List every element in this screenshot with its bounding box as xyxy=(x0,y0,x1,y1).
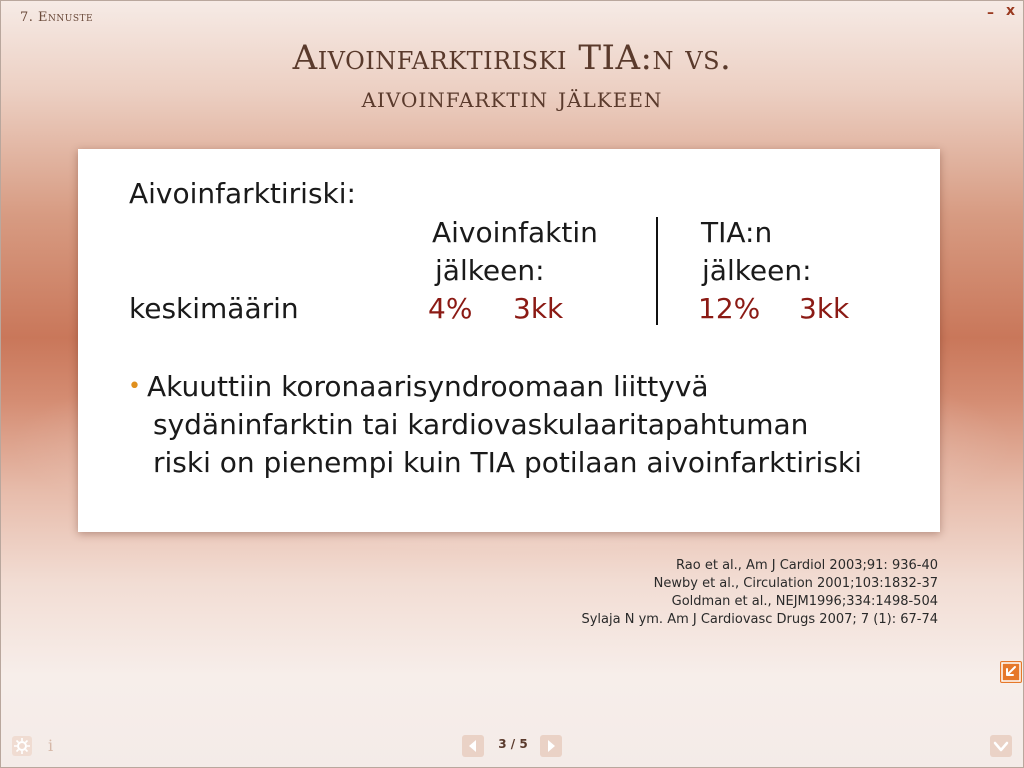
col2-header-line2: jälkeen: xyxy=(702,254,812,287)
bullet-dot: • xyxy=(128,374,141,399)
slide-title-line1: Aivoinfarktiriski TIA:n vs. xyxy=(292,38,732,78)
chevron-left-icon xyxy=(462,735,484,757)
bullet-line3: riski on pienempi kuin TIA potilaan aivoinfarktiriski xyxy=(153,446,862,479)
info-icon[interactable]: i xyxy=(48,736,54,755)
prev-page-button[interactable] xyxy=(462,735,484,757)
col1-header-line2: jälkeen: xyxy=(435,254,545,287)
reference-item: Rao et al., Am J Cardiol 2003;91: 936-40 xyxy=(676,558,938,573)
section-label: 7. Ennuste xyxy=(20,10,94,25)
reference-item: Goldman et al., NEJM1996;334:1498-504 xyxy=(671,594,938,609)
close-button[interactable]: x xyxy=(1006,3,1016,19)
arrow-down-left-icon[interactable] xyxy=(1000,661,1022,683)
col2-header-line1: TIA:n xyxy=(701,216,773,249)
bullet-line1: Akuuttiin koronaarisyndroomaan liittyvä xyxy=(147,370,709,403)
col2-percent: 12% xyxy=(698,292,761,325)
minimize-button[interactable]: – xyxy=(987,5,994,21)
row-label: keskimäärin xyxy=(129,292,299,325)
panel-heading: Aivoinfarktiriski: xyxy=(129,177,356,210)
col1-header-line1: Aivoinfaktin xyxy=(432,216,598,249)
bullet-line2: sydäninfarktin tai kardiovaskulaaritapahtuman xyxy=(153,408,809,441)
slide-title xyxy=(0,38,1024,118)
reference-item: Sylaja N ym. Am J Cardiovasc Drugs 2007; 7 (1): 67-74 xyxy=(581,612,938,627)
gear-icon[interactable] xyxy=(12,736,32,756)
menu-down-button[interactable] xyxy=(990,735,1012,757)
chevron-down-icon xyxy=(990,735,1012,757)
content-panel xyxy=(78,149,940,532)
next-page-button[interactable] xyxy=(540,735,562,757)
page-counter: 3 / 5 xyxy=(498,737,528,751)
chevron-right-icon xyxy=(540,735,562,757)
references xyxy=(581,557,938,629)
col1-percent: 4% xyxy=(428,292,473,325)
col2-time: 3kk xyxy=(799,292,850,325)
reference-item: Newby et al., Circulation 2001;103:1832-37 xyxy=(653,576,938,591)
col1-time: 3kk xyxy=(513,292,564,325)
column-divider xyxy=(656,217,658,325)
slide-title-line2: aivoinfarktin jälkeen xyxy=(361,81,663,114)
